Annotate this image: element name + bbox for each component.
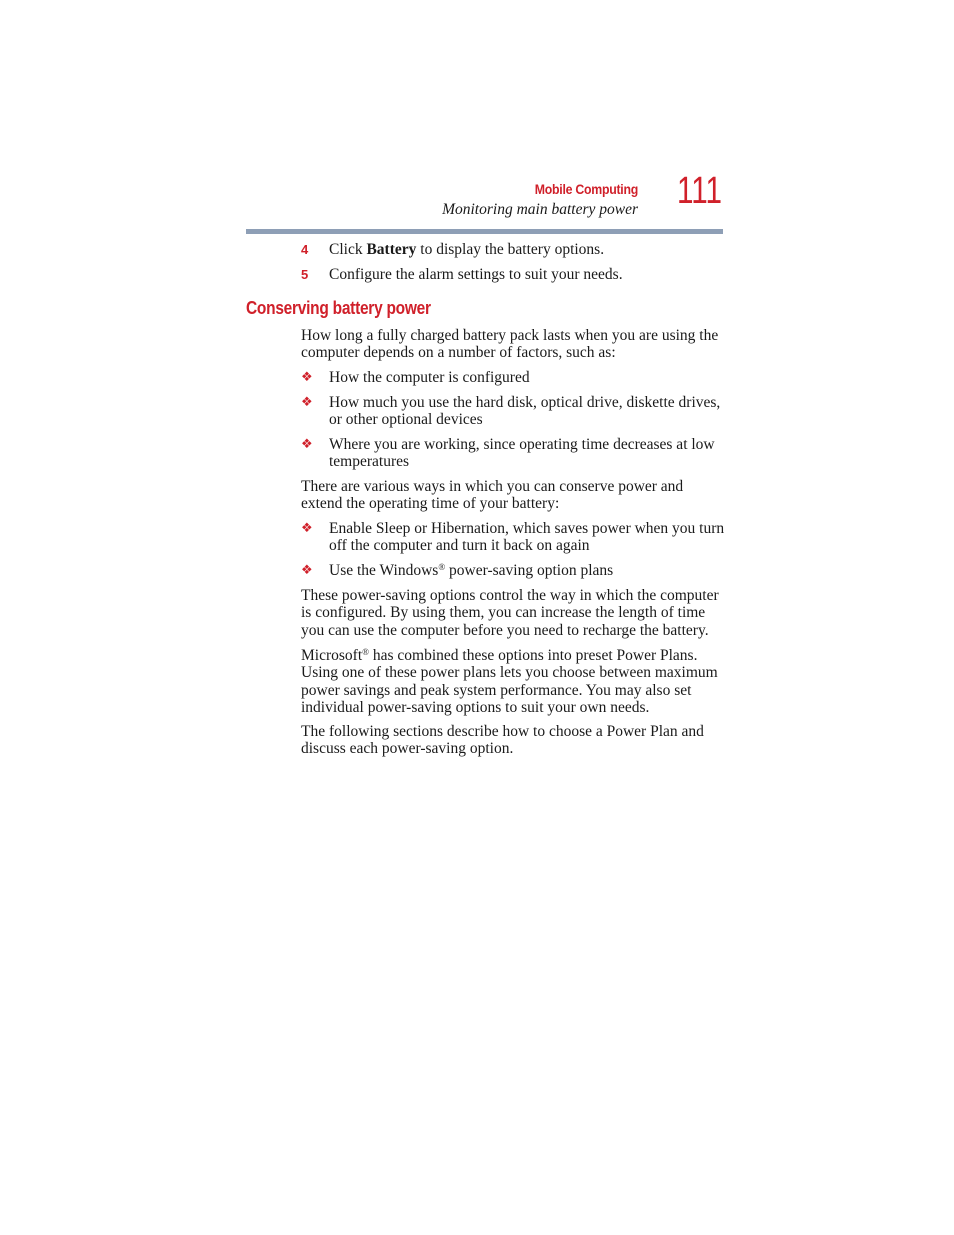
following-paragraph: The following sections describe how to choose a Power Plan and discuss each power-saving option.: [301, 723, 704, 758]
bullet-icon: ❖: [301, 521, 313, 536]
step-text-pre: Click: [329, 241, 367, 258]
ways-intro-paragraph: There are various ways in which you can conserve power and extend the operating time of your battery:: [301, 478, 684, 513]
page-number: 111: [676, 170, 722, 212]
bullet-icon: ❖: [301, 437, 313, 452]
bullet-icon: ❖: [301, 395, 313, 410]
list-item-text-post: power-saving option plans: [445, 562, 614, 579]
step-text: [329, 241, 604, 259]
list-item-text: Enable Sleep or Hibernation, which saves power when you turn off the computer and turn it back on again: [329, 520, 725, 555]
list-item-text: How much you use the hard disk, optical drive, diskette drives, or other optional devices: [329, 394, 721, 429]
microsoft-text-pre: Microsoft: [301, 647, 363, 664]
list-item-text-pre: Use the Windows: [329, 562, 439, 579]
bullet-icon: ❖: [301, 370, 313, 385]
microsoft-text-post: has combined these options into preset Power Plans. Using one of these power plans lets you choose between maximum power savings and peak system performance. You may also set individual power-saving options to suit your own needs.: [301, 647, 718, 716]
list-item-text: How the computer is configured: [329, 369, 530, 386]
header-rule: [246, 229, 723, 234]
options-paragraph: These power-saving options control the way in which the computer is configured. By using them, you can increase the length of time you can use the computer before you need to recharge the battery.: [301, 587, 719, 639]
running-header-subsection: Monitoring main battery power: [442, 201, 638, 218]
microsoft-paragraph: [301, 647, 726, 716]
section-title: Conserving battery power: [246, 298, 431, 318]
step-number: 5: [301, 267, 309, 282]
intro-paragraph: How long a fully charged battery pack lasts when you are using the computer depends on a number of factors, such as:: [301, 327, 719, 362]
step-text: Configure the alarm settings to suit your needs.: [329, 266, 623, 283]
step-text-bold: Battery: [366, 241, 417, 258]
step-number: 4: [301, 242, 309, 257]
registered-mark: ®: [438, 562, 446, 572]
list-item-text: Where you are working, since operating time decreases at low temperatures: [329, 436, 715, 471]
registered-mark: ®: [362, 647, 369, 657]
bullet-icon: ❖: [301, 563, 313, 578]
running-header-section: Mobile Computing: [534, 181, 638, 197]
list-item-text: [329, 562, 726, 579]
step-text-post: to display the battery options.: [416, 241, 605, 258]
